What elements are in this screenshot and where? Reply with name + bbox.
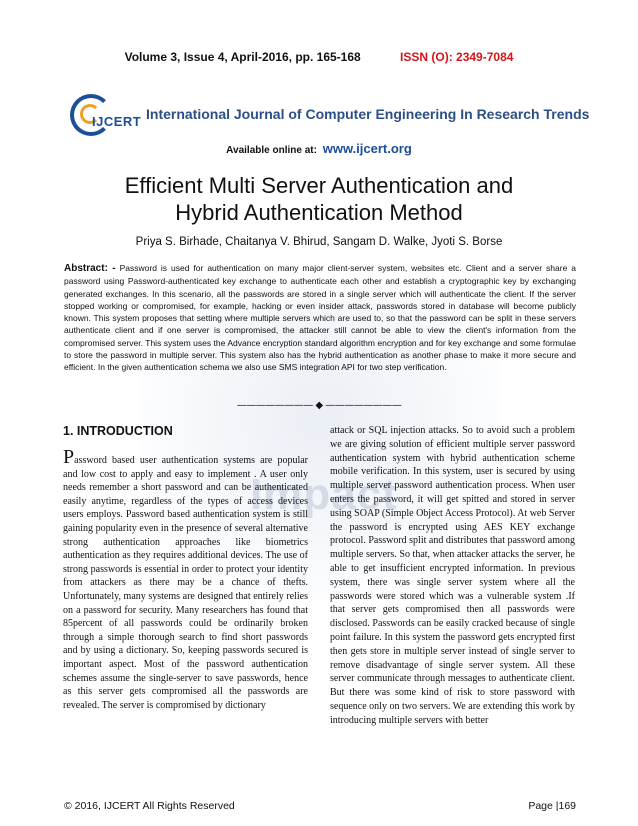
title-line-2: Hybrid Authentication Method [175, 200, 463, 225]
paper-title [0, 172, 638, 226]
drop-cap: P [63, 446, 75, 468]
available-label: Available online at: [226, 145, 317, 156]
website-link[interactable]: www.ijcert.org [322, 141, 412, 156]
abstract-label: Abstract: - [64, 263, 116, 274]
ijcert-logo-icon [68, 92, 158, 132]
page-number: Page |169 [528, 800, 576, 812]
section-heading-introduction: 1. INTRODUCTION [63, 424, 173, 438]
section-divider: ———————— ◆ ———————— [236, 400, 402, 411]
volume-info: Volume 3, Issue 4, April-2016, pp. 165-168 [124, 50, 361, 64]
author-list: Priya S. Birhade, Chaitanya V. Bhirud, Sangam D. Walke, Jyoti S. Borse [135, 236, 503, 248]
title-line-1: Efficient Multi Server Authentication and [124, 173, 514, 198]
intro-paragraph-left [63, 446, 308, 712]
logo-text: IJCERT [92, 114, 142, 129]
intro-paragraph-right: attack or SQL injection attacks. So to avoid such a problem we are giving solution of efficient multiple server password authentication system with hybrid authentication scheme mobile verification. In this system, user is secured by using multiple server password authentication process. When user enters the password, it will get spitted and stored in server using SOAP (Simple Object Access Protocol). At web Server the password is encrypted using AES KEY exchange protocol. Password split and distributes that password among multiple servers. So that, when attacker attacks the server, he able to get insufficient encrypted information. In previous system, there was single server system where all the passwords were stored which was a vulnerable system .If that server gets compromised then all passwords were disclosed. Passwords can be easily cracked because of single point failure. In this system the password gets encrypted first then gets store in multiple server instead of single server to remove disadvantage of single server system. All these server communicate through messages to authenticate client. But there was some kind of risk to store password with sequence only on two servers. We are extending this work by introducing multiple servers with better [330, 425, 575, 726]
availability-line [0, 141, 638, 156]
abstract [64, 262, 576, 374]
right-column [330, 424, 575, 728]
abstract-text: Password is used for authentication on many major client-server system, websites etc. Client and a server share a password using Password-authenticated key exchange to authenticate each other and establish a cryptographic key by exchanging generated exchanges. In this scenario, all the passwords are stored in a single server which will authenticate the client. If the server stopped working or compromised, for example, hacking or even insider attack, passwords stored in database will become publicly known. This system proposes that setting where multiple servers which are used to, so that the password can be split in these servers authenticate client and if one server is compromised, the attacker still cannot be able to view the client's information from the compromised server. This system uses the Advance encryption standard algorithm encryption and for key exchange and some formulae to store the password in multiple server. This system also has the hybrid authentication as another phase to make it more secure and efficient. In the given authentication schema we also use SMS integration API for two step verification. [64, 263, 576, 373]
volume-issn-line [0, 50, 638, 64]
watermark-text: Impact [250, 470, 398, 519]
left-column [63, 424, 308, 712]
issn-info: ISSN (O): 2349-7084 [400, 50, 514, 64]
page-footer [64, 800, 576, 812]
copyright-text: © 2016, IJCERT All Rights Reserved [64, 800, 235, 812]
intro-text-left: assword based user authentication systems are popular and low cost to apply and easy to implement . A user only needs remember a short password and can be authenticated easily anytime, regardless of the types of access devices users employs. Password based authentication system is still gaining popularity even in the presence of several alternative strong authentication approaches like biometrics authentication as they requires additional devices. The use of strong passwords is essential in order to protect your identity from attackers as there may be a chance of thefts. Unfortunately, many systems are designed that entirely relies on a password for security. Many researchers has found that 85percent of all passwords could be ordinarily broken through a simple thorough search to find short passwords and by using a dictionary. So, keeping passwords secured is important aspect. Most of the password authentication schemes assume the single-server to save passwords, hence as this server gets compromised all the passwords are revealed. The server is compromised by dictionary [63, 455, 308, 711]
journal-name: International Journal of Computer Engineering In Research Trends [146, 106, 590, 122]
